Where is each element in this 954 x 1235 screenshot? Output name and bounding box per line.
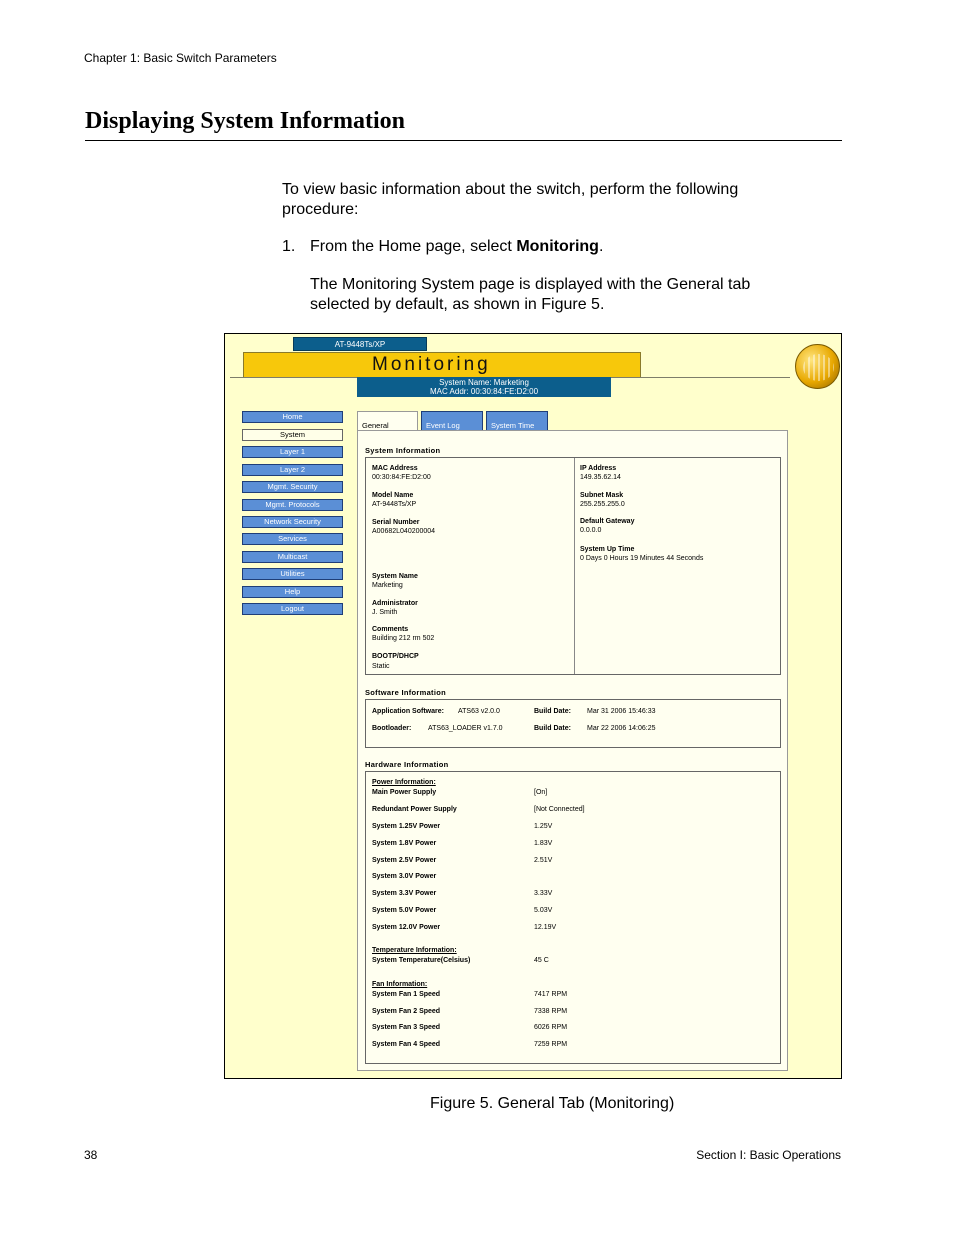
boot-build-label: Build Date:	[534, 725, 571, 732]
bootp-value: Static	[372, 663, 390, 670]
intro-paragraph: To view basic information about the switch, perform the following procedure:	[282, 181, 739, 218]
nav-home[interactable]: Home	[242, 411, 343, 423]
hw-row-value: 6026 RPM	[534, 1024, 568, 1031]
mac-label: MAC Address	[372, 465, 418, 472]
hw-row-label: System 3.0V Power	[372, 873, 437, 880]
general-tab-content	[357, 430, 788, 1071]
ip-value: 149.35.62.14	[580, 474, 621, 481]
hw-row-label: System Fan 3 Speed	[372, 1024, 441, 1031]
page-number: 38	[84, 1148, 98, 1162]
subnet-value: 255.255.255.0	[580, 501, 625, 508]
comments-label: Comments	[372, 626, 409, 633]
fan-info-heading: Fan Information:	[372, 981, 428, 988]
admin-value: J. Smith	[372, 609, 398, 616]
footer-section: Section I: Basic Operations	[696, 1148, 841, 1162]
monitoring-screenshot	[224, 333, 842, 1079]
nav-layer-2[interactable]: Layer 2	[242, 464, 343, 476]
app-build-value: Mar 31 2006 15:46:33	[587, 708, 656, 715]
mac-line: MAC Addr: 00:30:84:FE:D2:00	[429, 387, 539, 396]
hw-row-label: System 1.8V Power	[372, 840, 437, 847]
nav-help[interactable]: Help	[242, 586, 343, 598]
nav-mgmt-security[interactable]: Mgmt. Security	[242, 481, 343, 493]
hw-row-label: System 1.25V Power	[372, 823, 441, 830]
hw-row-value: 45 C	[534, 957, 549, 964]
power-info-heading: Power Information:	[372, 779, 436, 786]
hw-row-label: Main Power Supply	[372, 789, 437, 796]
app-software-value: ATS63 v2.0.0	[458, 708, 500, 715]
tab-system-time[interactable]: System Time	[486, 411, 548, 433]
panel-divider	[574, 458, 575, 674]
ip-label: IP Address	[580, 465, 617, 472]
sysname-value: Marketing	[372, 582, 403, 589]
gateway-label: Default Gateway	[580, 518, 635, 525]
model-value: AT-9448Ts/XP	[372, 501, 417, 508]
figure-caption: Figure 5. General Tab (Monitoring)	[430, 1095, 675, 1112]
nav-system[interactable]: System	[242, 429, 343, 441]
hw-row-label: Redundant Power Supply	[372, 806, 457, 813]
hw-row-value: [On]	[534, 789, 548, 796]
bootloader-label: Bootloader:	[372, 725, 412, 732]
hw-row-label: System 12.0V Power	[372, 924, 441, 931]
uptime-value: 0 Days 0 Hours 19 Minutes 44 Seconds	[580, 555, 704, 562]
step-text-post: .	[598, 238, 604, 255]
software-info-heading: Software Information	[365, 688, 447, 697]
hw-row-label: System Fan 2 Speed	[372, 1008, 441, 1015]
title-rule	[85, 140, 842, 141]
bootp-label: BOOTP/DHCP	[372, 653, 419, 660]
admin-label: Administrator	[372, 600, 418, 607]
nav-mgmt-protocols[interactable]: Mgmt. Protocols	[242, 499, 343, 511]
hw-row-label: System Temperature(Celsius)	[372, 957, 471, 964]
globe-logo-icon	[795, 344, 840, 389]
nav-multicast[interactable]: Multicast	[242, 551, 343, 563]
bootloader-value: ATS63_LOADER v1.7.0	[428, 725, 503, 732]
hw-row-label: System Fan 1 Speed	[372, 991, 441, 998]
nav-network-security[interactable]: Network Security	[242, 516, 343, 528]
nav-layer-1[interactable]: Layer 1	[242, 446, 343, 458]
system-name-box	[357, 377, 611, 397]
temp-info-heading: Temperature Information:	[372, 947, 457, 954]
system-info-panel	[365, 457, 781, 675]
sysname-label: System Name	[372, 573, 418, 580]
mac-value: 00:30:84:FE:D2:00	[372, 474, 431, 481]
system-name-line: System Name: Marketing	[439, 378, 529, 387]
model-label: Model Name	[372, 492, 414, 499]
hw-row-value: 2.51V	[534, 857, 553, 864]
step-1-description: The Monitoring System page is displayed with the General tab selected by default, as shown in Figure 5.	[310, 276, 751, 313]
running-header: Chapter 1: Basic Switch Parameters	[84, 51, 277, 65]
hw-row-value: [Not Connected]	[534, 806, 585, 813]
hardware-info-panel	[365, 771, 781, 1064]
software-info-panel	[365, 699, 781, 748]
hw-row-value: 1.25V	[534, 823, 553, 830]
system-info-heading: System Information	[365, 446, 441, 455]
serial-value: A00682L040200004	[372, 528, 436, 535]
step-text	[310, 237, 603, 257]
step-text-pre: From the Home page, select	[310, 238, 517, 255]
hw-row-value: 7338 RPM	[534, 1008, 568, 1015]
subnet-label: Subnet Mask	[580, 492, 624, 499]
hw-row-label: System 2.5V Power	[372, 857, 437, 864]
hw-row-value: 7417 RPM	[534, 991, 568, 998]
nav-services[interactable]: Services	[242, 533, 343, 545]
step-number: 1.	[282, 238, 296, 255]
hw-row-value: 5.03V	[534, 907, 553, 914]
page-title-bar: Monitoring	[243, 352, 641, 378]
gateway-value: 0.0.0.0	[580, 527, 602, 534]
hw-row-value: 7259 RPM	[534, 1041, 568, 1048]
tab-event-log[interactable]: Event Log	[421, 411, 483, 433]
hw-row-value: 1.83V	[534, 840, 553, 847]
step-text-bold: Monitoring	[516, 238, 599, 255]
nav-utilities[interactable]: Utilities	[242, 568, 343, 580]
app-software-label: Application Software:	[372, 708, 444, 715]
hw-row-value: 12.19V	[534, 924, 557, 931]
boot-build-value: Mar 22 2006 14:06:25	[587, 725, 656, 732]
section-title: Displaying System Information	[85, 108, 406, 134]
tab-general[interactable]: General	[357, 411, 418, 437]
hw-row-label: System 5.0V Power	[372, 907, 437, 914]
app-build-label: Build Date:	[534, 708, 571, 715]
device-model-tab: AT-9448Ts/XP	[293, 337, 427, 351]
uptime-label: System Up Time	[580, 546, 635, 553]
nav-logout[interactable]: Logout	[242, 603, 343, 615]
hardware-info-heading: Hardware Information	[365, 760, 449, 769]
hw-row-label: System Fan 4 Speed	[372, 1041, 441, 1048]
comments-value: Building 212 rm 502	[372, 635, 435, 642]
hw-row-label: System 3.3V Power	[372, 890, 437, 897]
serial-label: Serial Number	[372, 519, 420, 526]
hw-row-value: 3.33V	[534, 890, 553, 897]
